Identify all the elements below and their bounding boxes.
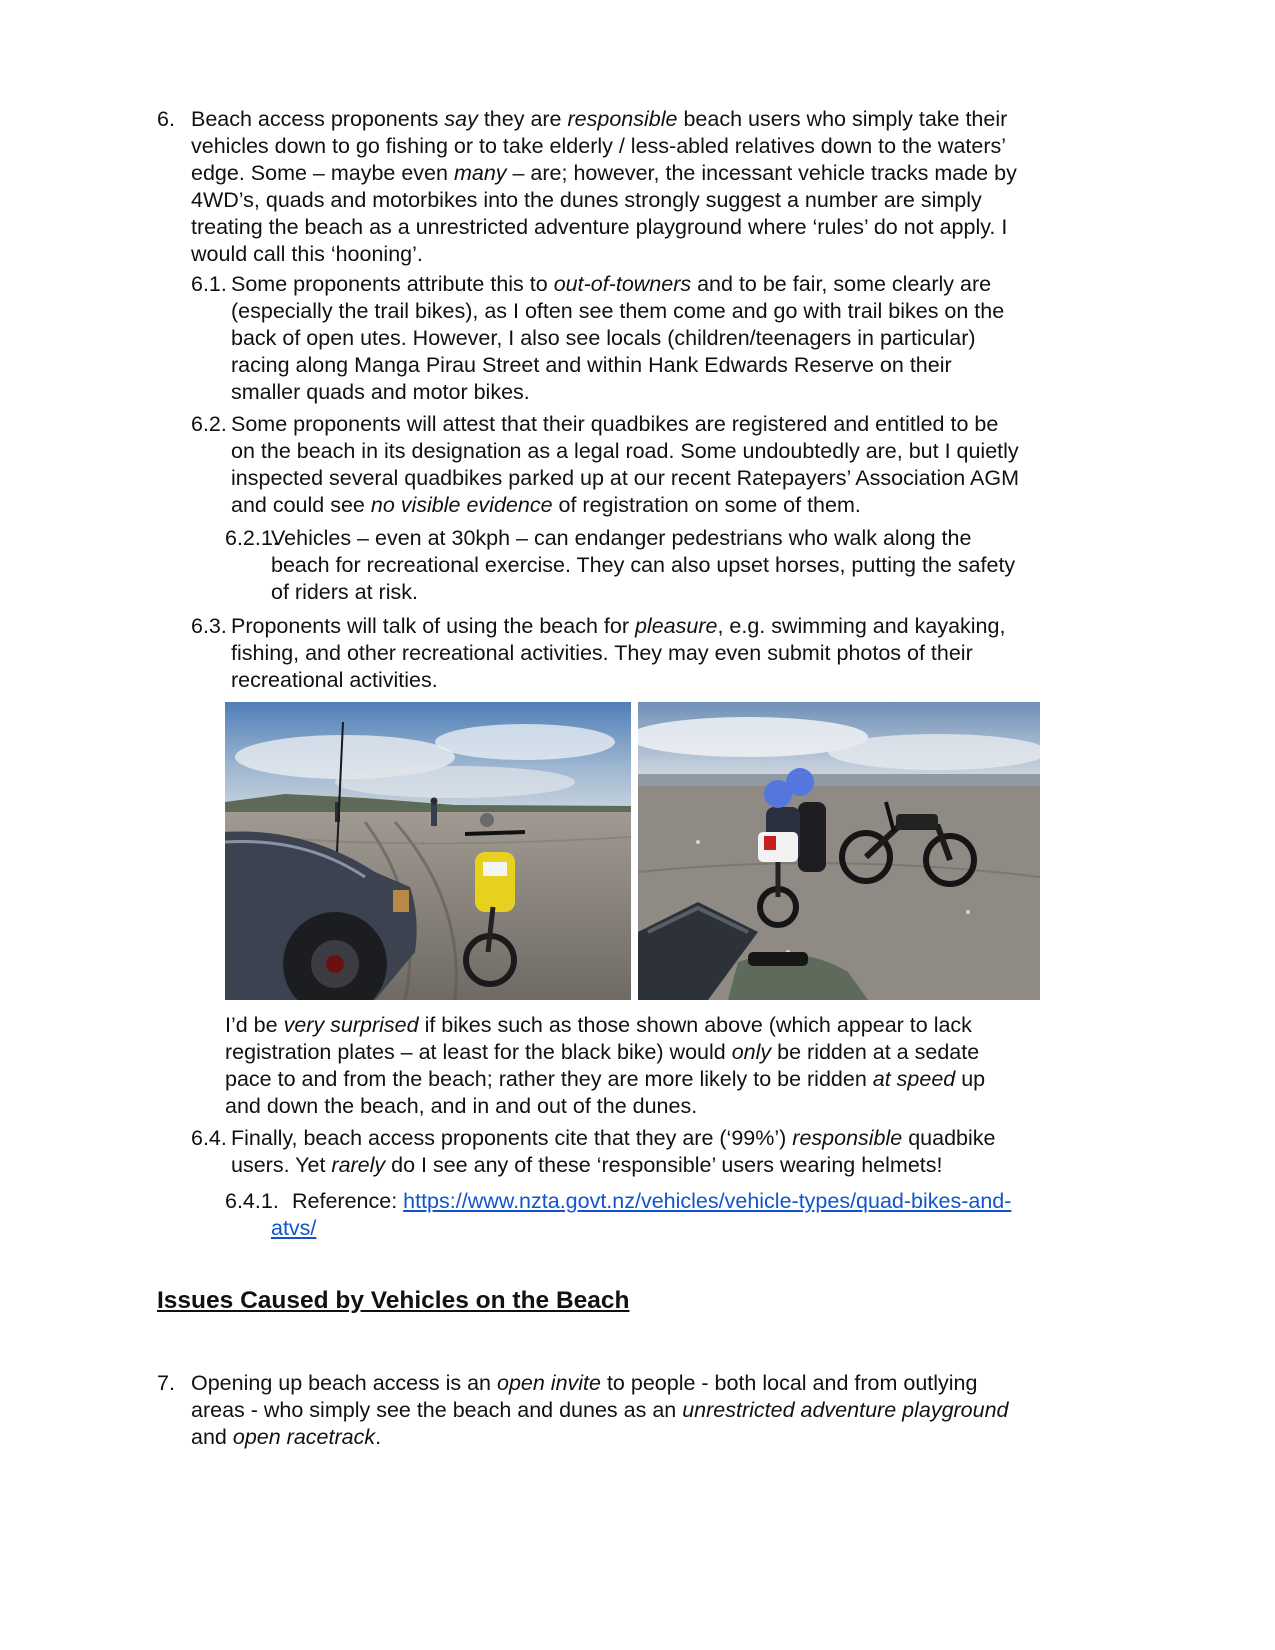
beach-photo-riders-and-bikes bbox=[638, 702, 1040, 1000]
text-line: Proponents will talk of using the beach for pleasure, e.g. swimming and kayaking, bbox=[231, 614, 1006, 638]
text-line: racing along Manga Pirau Street and within Hank Edwards Reserve on their bbox=[231, 353, 952, 377]
list-number: 6. bbox=[157, 107, 175, 131]
paragraph-lines bbox=[191, 106, 1017, 268]
emphasis-text: very surprised bbox=[283, 1013, 419, 1037]
text-line: vehicles down to go fishing or to take elderly / less-abled relatives down to the waters’ bbox=[191, 134, 1007, 158]
text-line: treating the beach as a unrestricted adventure playground where ‘rules’ do not apply. I bbox=[191, 215, 1008, 239]
emphasis-text: responsible bbox=[792, 1126, 903, 1150]
paragraph-lines bbox=[271, 525, 1015, 606]
text-line: Beach access proponents say they are responsible beach users who simply take their bbox=[191, 107, 1008, 131]
list-number: 7. bbox=[157, 1371, 175, 1395]
emphasis-text: out-of-towners bbox=[553, 272, 692, 296]
reference-link[interactable]: https://www.nzta.govt.nz/vehicles/vehicle-types/quad-bikes-and- bbox=[403, 1189, 1012, 1213]
list-number: 6.2.1. bbox=[225, 526, 279, 550]
list-number: 6.1. bbox=[191, 272, 227, 296]
section-heading: Issues Caused by Vehicles on the Beach bbox=[157, 1287, 630, 1314]
text-line: Some proponents will attest that their quadbikes are registered and entitled to be bbox=[231, 412, 999, 436]
emphasis-text: no visible evidence bbox=[370, 493, 553, 517]
beach-photo-4wd-and-dirt-bike bbox=[225, 702, 631, 1000]
emphasis-text: many bbox=[453, 161, 507, 185]
paragraph-lines bbox=[231, 613, 1005, 694]
text-line: and could see no visible evidence of registration on some of them. bbox=[231, 493, 861, 517]
text-line: Opening up beach access is an open invite to people - both local and from outlying bbox=[191, 1371, 978, 1395]
list-number: 6.4. bbox=[191, 1126, 227, 1150]
list-number: 6.4.1. bbox=[225, 1189, 279, 1213]
text-line: recreational activities. bbox=[231, 668, 438, 692]
emphasis-text: at speed bbox=[872, 1067, 956, 1091]
text-line: Vehicles – even at 30kph – can endanger pedestrians who walk along the bbox=[271, 526, 972, 550]
emphasis-text: responsible bbox=[567, 107, 678, 131]
reference-label: Reference: bbox=[292, 1189, 404, 1213]
emphasis-text: rarely bbox=[331, 1153, 386, 1177]
paragraph-lines bbox=[231, 271, 1004, 406]
text-line: edge. Some – maybe even many – are; however, the incessant vehicle tracks made by bbox=[191, 161, 1017, 185]
text-line: Finally, beach access proponents cite that they are (‘99%’) responsible quadbike bbox=[231, 1126, 996, 1150]
emphasis-text: open invite bbox=[496, 1371, 601, 1395]
emphasis-text: unrestricted adventure playground bbox=[682, 1398, 1009, 1422]
paragraph-lines bbox=[191, 1370, 1009, 1451]
text-line: on the beach in its designation as a legal road. Some undoubtedly are, but I quietly bbox=[231, 439, 1019, 463]
text-line: (especially the trail bikes), as I often see them come and go with trail bikes on the bbox=[231, 299, 1005, 323]
text-line: users. Yet rarely do I see any of these ‘responsible’ users wearing helmets! bbox=[231, 1153, 943, 1177]
list-number: 6.2. bbox=[191, 412, 227, 436]
text-line: and open racetrack. bbox=[191, 1425, 382, 1449]
text-line: pace to and from the beach; rather they are more likely to be ridden at speed up bbox=[225, 1067, 986, 1091]
text-line: back of open utes. However, I also see locals (children/teenagers in particular) bbox=[231, 326, 976, 350]
emphasis-text: pleasure bbox=[634, 614, 718, 638]
text-line: registration plates – at least for the black bike) would only be ridden at a sedate bbox=[225, 1040, 980, 1064]
text-line: would call this ‘hooning’. bbox=[191, 242, 423, 266]
list-number: 6.3. bbox=[191, 614, 227, 638]
paragraph-lines bbox=[225, 1012, 985, 1120]
text-line: inspected several quadbikes parked up at our recent Ratepayers’ Association AGM bbox=[231, 466, 1019, 490]
text-line: of riders at risk. bbox=[271, 580, 418, 604]
text-line: fishing, and other recreational activities. They may even submit photos of their bbox=[231, 641, 973, 665]
paragraph-lines bbox=[231, 411, 1019, 519]
text-line: 4WD’s, quads and motorbikes into the dunes strongly suggest a number are simply bbox=[191, 188, 982, 212]
paragraph-lines bbox=[231, 1125, 996, 1179]
emphasis-text: say bbox=[444, 107, 478, 131]
reference-link-continuation[interactable]: atvs/ bbox=[271, 1216, 317, 1240]
emphasis-text: only bbox=[731, 1040, 772, 1064]
text-line: I’d be very surprised if bikes such as those shown above (which appear to lack bbox=[225, 1013, 972, 1037]
text-line: areas - who simply see the beach and dunes as an unrestricted adventure playground bbox=[191, 1398, 1009, 1422]
text-line: and down the beach, and in and out of the dunes. bbox=[225, 1094, 698, 1118]
emphasis-text: open racetrack bbox=[232, 1425, 376, 1449]
text-line: beach for recreational exercise. They can also upset horses, putting the safety bbox=[271, 553, 1016, 577]
text-line: Some proponents attribute this to out-of-towners and to be fair, some clearly are bbox=[231, 272, 992, 296]
reference-block bbox=[271, 1188, 1012, 1242]
text-line: smaller quads and motor bikes. bbox=[231, 380, 530, 404]
